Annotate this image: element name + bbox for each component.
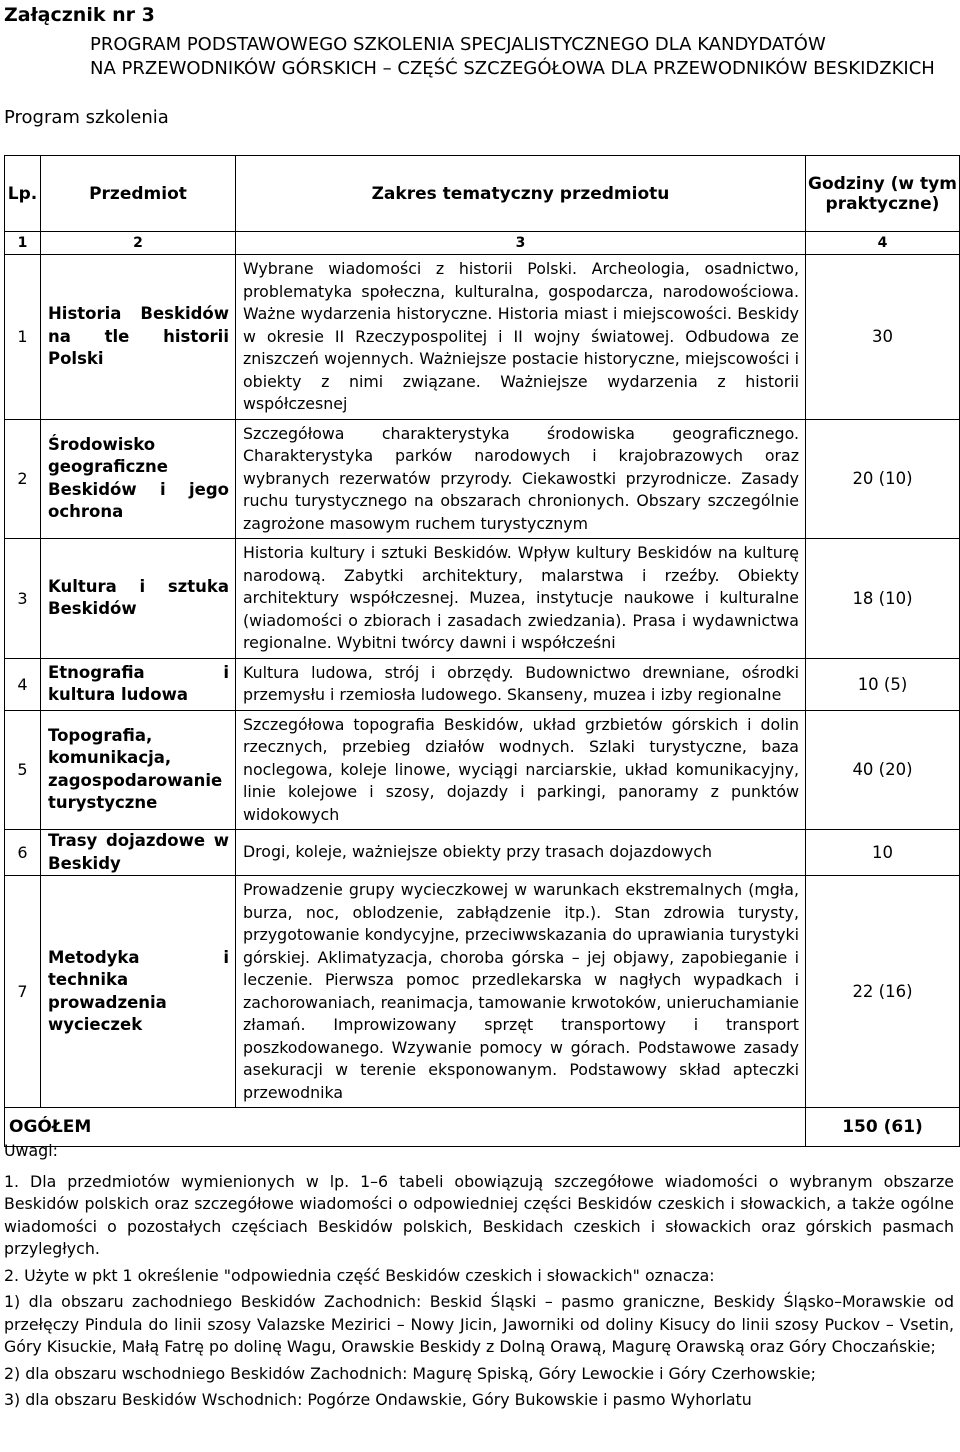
row-lp: 1 bbox=[5, 255, 41, 420]
title-line-2: NA PRZEWODNIKÓW GÓRSKICH – CZĘŚĆ SZCZEGÓŁOWA DLA PRZEWODNIKÓW BESKIDZKICH bbox=[90, 58, 935, 79]
header-lp: Lp. bbox=[5, 156, 41, 232]
row-lp: 6 bbox=[5, 830, 41, 876]
column-number: 1 bbox=[5, 232, 41, 255]
table-row bbox=[5, 539, 960, 659]
document-title bbox=[90, 33, 935, 81]
row-subject: Kultura i sztuka Beskidów bbox=[41, 539, 236, 659]
row-scope: Wybrane wiadomości z historii Polski. Archeologia, osadnictwo, problematyka społeczna, kulturalna, gospodarcza, narodowościowa. Ważne wydarzenia historyczne. Historia miast i miejscowości. Beskidy w okresie II Rzeczypospolitej i II wojny światowej. Odbudowa ze zniszczeń wojennych. Ważniejsze postacie historyczne, miejscowości i obiekty z nimi związane. Ważniejsze wydarzenia z historii współczesnej bbox=[236, 255, 806, 420]
row-hours: 10 (5) bbox=[806, 658, 960, 710]
row-hours: 30 bbox=[806, 255, 960, 420]
table-row bbox=[5, 658, 960, 710]
column-number: 4 bbox=[806, 232, 960, 255]
table-row bbox=[5, 876, 960, 1108]
row-subject: Trasy dojazdowe w Beskidy bbox=[41, 830, 236, 876]
row-hours: 22 (16) bbox=[806, 876, 960, 1108]
row-subject: Etnografia i kultura ludowa bbox=[41, 658, 236, 710]
row-lp: 2 bbox=[5, 419, 41, 539]
table-row bbox=[5, 255, 960, 420]
row-scope: Szczegółowa topografia Beskidów, układ grzbietów górskich i dolin rzecznych, przebieg działów wodnych. Szlaki turystyczne, baza noclegowa, koleje linowe, wyciągi narciarskie, układ komunikacyjny, linie kolejowe i szosy, dojazdy i parkingi, panoramy z punktów widokowych bbox=[236, 710, 806, 830]
note-item: 1) dla obszaru zachodniego Beskidów Zachodnich: Beskid Śląski – pasmo graniczne, Beskidy Śląsko–Morawskie od przełęczy Pindula do linii szosy Valazske Mezirici – Nowy Jicin, Jaworniki od doliny Kisucy do linii szosy Puckov – Vsetin, Góry Kisuckie, Małą Fatrę po dolinę Wagu, Orawskie Beskidy z Dolną Orawą, Magurę Orawską oraz Góry Choczańskie; bbox=[4, 1292, 954, 1356]
row-subject: Historia Beskidów na tle historii Polski bbox=[41, 255, 236, 420]
note-item: 2) dla obszaru wschodniego Beskidów Zachodnich: Magurę Spiską, Góry Lewockie i Góry Czerhowskie; bbox=[4, 1363, 816, 1383]
header-scope: Zakres tematyczny przedmiotu bbox=[236, 156, 806, 232]
annex-label: Załącznik nr 3 bbox=[4, 4, 155, 26]
total-value: 150 (61) bbox=[806, 1108, 960, 1147]
notes-label: Uwagi: bbox=[4, 1141, 58, 1160]
row-lp: 5 bbox=[5, 710, 41, 830]
row-hours: 20 (10) bbox=[806, 419, 960, 539]
note-item: 1. Dla przedmiotów wymienionych w lp. 1–6 tabeli obowiązują szczegółowe wiadomości o wybranym obszarze Beskidów polskich oraz szczegółowe wiadomości o odpowiedniej części Beskidów czeskich i słowackich, a także ogólne wiadomości o pozostałych częściach Beskidów polskich, Beskidach czeskich i słowackich oraz górskich pasmach przyległych. bbox=[4, 1171, 954, 1258]
table-row bbox=[5, 830, 960, 876]
row-subject: Metodyka i technika prowadzenia wycieczek bbox=[41, 876, 236, 1108]
section-subtitle: Program szkolenia bbox=[4, 107, 169, 128]
header-subject: Przedmiot bbox=[41, 156, 236, 232]
row-hours: 40 (20) bbox=[806, 710, 960, 830]
row-hours: 10 bbox=[806, 830, 960, 876]
row-hours: 18 (10) bbox=[806, 539, 960, 659]
row-scope: Historia kultury i sztuki Beskidów. Wpływ kultury Beskidów na kulturę narodową. Zabytki architektury, malarstwa i rzeźby. Obiekty architektury współczesnej. Muzea, instytucje naukowe i kulturalne (wiadomości o zbiorach i zasadach zwiedzania). Prasa i wydawnictwa regionalne. Wybitni twórcy dawni i współcześni bbox=[236, 539, 806, 659]
row-scope: Kultura ludowa, strój i obrzędy. Budownictwo drewniane, ośrodki przemysłu i rzemiosła ludowego. Skanseny, muzea i izby regionalne bbox=[236, 658, 806, 710]
note-item: 3) dla obszaru Beskidów Wschodnich: Pogórze Ondawskie, Góry Bukowskie i pasmo Wyhorlatu bbox=[4, 1390, 752, 1409]
row-scope: Drogi, koleje, ważniejsze obiekty przy trasach dojazdowych bbox=[236, 830, 806, 876]
row-lp: 3 bbox=[5, 539, 41, 659]
row-subject: Środowisko geograficzne Beskidów i jego ochrona bbox=[41, 419, 236, 539]
header-row bbox=[5, 156, 960, 232]
header-hours: Godziny (w tym praktyczne) bbox=[806, 156, 960, 232]
notes-section bbox=[4, 1140, 954, 1416]
table-row bbox=[5, 419, 960, 539]
row-lp: 7 bbox=[5, 876, 41, 1108]
table-row bbox=[5, 710, 960, 830]
column-numbers-row bbox=[5, 232, 960, 255]
column-number: 2 bbox=[41, 232, 236, 255]
title-line-1: PROGRAM PODSTAWOWEGO SZKOLENIA SPECJALISTYCZNEGO DLA KANDYDATÓW bbox=[90, 34, 826, 55]
row-lp: 4 bbox=[5, 658, 41, 710]
row-subject: Topografia, komunikacja, zagospodarowanie turystyczne bbox=[41, 710, 236, 830]
note-item: 2. Użyte w pkt 1 określenie "odpowiednia część Beskidów czeskich i słowackich" oznacza: bbox=[4, 1265, 715, 1285]
row-scope: Prowadzenie grupy wycieczkowej w warunkach ekstremalnych (mgła, burza, noc, oblodzenie, zabłądzenie itp.). Stan zdrowia turysty, przygotowanie kondycyjne, przeciwwskazania do uprawiania turystyki górskiej. Aklimatyzacja, choroba górska – jej objawy, zapobieganie i leczenie. Pierwsza pomoc przedlekarska w nagłych wypadkach i zachorowaniach, reanimacja, tamowanie krwotoków, unieruchamianie złamań. Improwizowany sprzęt transportowy i transport poszkodowanego. Wzywanie pomocy w górach. Podstawowe zasady asekuracji w terenie eksponowanym. Podstawowy skład apteczki przewodnika bbox=[236, 876, 806, 1108]
total-label: OGÓŁEM bbox=[5, 1108, 806, 1147]
row-scope: Szczegółowa charakterystyka środowiska geograficznego. Charakterystyka parków narodowych i krajobrazowych oraz wybranych rezerwatów przyrody. Ciekawostki przyrodnicze. Zasady ruchu turystycznego na obszarach chronionych. Obszary szczególnie zagrożone masowym ruchem turystycznym bbox=[236, 419, 806, 539]
program-table bbox=[4, 155, 960, 1147]
column-number: 3 bbox=[236, 232, 806, 255]
